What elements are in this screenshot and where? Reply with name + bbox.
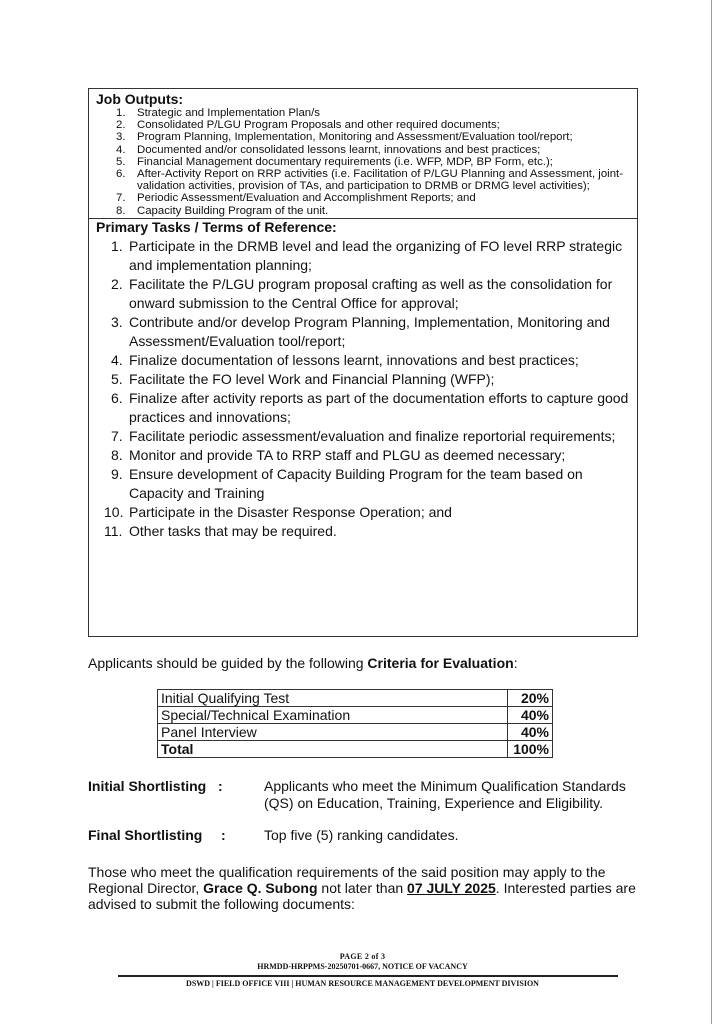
- table-row: Panel Interview 40%: [158, 724, 553, 741]
- deadline-date: 07 JULY 2025: [407, 880, 496, 896]
- initial-shortlisting-label: Initial Shortlisting: [88, 778, 207, 794]
- list-item: 6. After-Activity Report on RRP activities (i.e. Facilitation of P/LGU Planning and Assessment, joint-validation activities, provision of TAs, and participation to DRMB or DRMG level activities);: [116, 168, 623, 193]
- list-item: 3. Contribute and/or develop Program Planning, Implementation, Monitoring and Assessment/Evaluation tool/report;: [111, 313, 610, 349]
- list-item: 2. Consolidated P/LGU Program Proposals and other required documents;: [116, 119, 500, 132]
- job-description-box: [88, 88, 638, 637]
- document-reference: HRMDD-HRPPMS-20250701-0667, NOTICE OF VACANCY: [257, 962, 468, 971]
- office-line: DSWD | FIELD OFFICE VIII | HUMAN RESOURCE MANAGEMENT DEVELOPMENT DIVISION: [186, 979, 539, 988]
- regional-director-name: Grace Q. Subong: [203, 880, 318, 896]
- list-item: 7. Periodic Assessment/Evaluation and Accomplishment Reports; and: [116, 192, 476, 205]
- list-item: 10. Participate in the Disaster Response Operation; and: [104, 503, 452, 520]
- list-item: 4. Finalize documentation of lessons learnt, innovations and best practices;: [111, 351, 579, 368]
- table-row: Initial Qualifying Test 20%: [158, 690, 553, 707]
- list-item: 11. Other tasks that may be required.: [104, 522, 337, 539]
- table-row-total: Total 100%: [158, 741, 553, 758]
- final-shortlisting-text: Top five (5) ranking candidates.: [264, 827, 459, 843]
- list-item: 1. Strategic and Implementation Plan/s: [116, 107, 320, 119]
- list-item: 9. Ensure development of Capacity Building Program for the team based on Capacity and Training: [111, 465, 583, 501]
- list-item: 5. Financial Management documentary requirements (i.e. WFP, MDP, BP Form, etc.);: [116, 155, 553, 168]
- list-item: 4. Documented and/or consolidated lessons learnt, innovations and best practices;: [116, 143, 541, 156]
- list-item: 6. Finalize after activity reports as part of the documentation efforts to capture good practices and innovations;: [111, 389, 629, 425]
- application-paragraph: Those who meet the qualification requirements of the said position may apply to the Regional Director, Grace Q. Subong not later than 07 JULY 2025. Interested parties are advised to submit the following documents:: [88, 864, 636, 912]
- list-item: 8. Capacity Building Program of the unit.: [116, 204, 329, 217]
- initial-shortlisting-text: Applicants who meet the Minimum Qualification Standards (QS) on Education, Training, Experience and Eligibility.: [264, 778, 626, 811]
- list-item: 5. Facilitate the FO level Work and Financial Planning (WFP);: [111, 370, 495, 387]
- footer-rule: [118, 975, 618, 977]
- criteria-label: Criteria for Evaluation: [367, 655, 514, 671]
- page-footer: [0, 952, 725, 971]
- list-item: 1. Participate in the DRMB level and lead the organizing of FO level RRP strategic and implementation planning;: [111, 237, 623, 273]
- criteria-table: [157, 689, 553, 758]
- list-item: 2. Facilitate the P/LGU program proposal crafting as well as the consolidation for onward submission to the Central Office for approval;: [111, 275, 613, 311]
- job-outputs-heading: Job Outputs:: [96, 91, 184, 107]
- page-number: PAGE 2 of 3: [339, 952, 386, 961]
- initial-shortlisting-colon: :: [218, 778, 223, 794]
- job-outputs-list: [89, 107, 637, 217]
- criteria-intro: Applicants should be guided by the following Criteria for Evaluation:: [88, 655, 518, 671]
- scan-edge-line: [711, 0, 712, 1024]
- primary-tasks-list: [89, 237, 637, 541]
- list-item: 8. Monitor and provide TA to RRP staff and PLGU as deemed necessary;: [111, 446, 566, 463]
- list-item: 7. Facilitate periodic assessment/evaluation and finalize reportorial requirements;: [111, 427, 616, 444]
- table-row: Special/Technical Examination 40%: [158, 707, 553, 724]
- final-shortlisting-colon: :: [221, 827, 226, 843]
- primary-tasks-heading: Primary Tasks / Terms of Reference:: [89, 218, 637, 235]
- list-item: 3. Program Planning, Implementation, Monitoring and Assessment/Evaluation tool/report;: [116, 131, 573, 144]
- final-shortlisting-label: Final Shortlisting: [88, 827, 203, 843]
